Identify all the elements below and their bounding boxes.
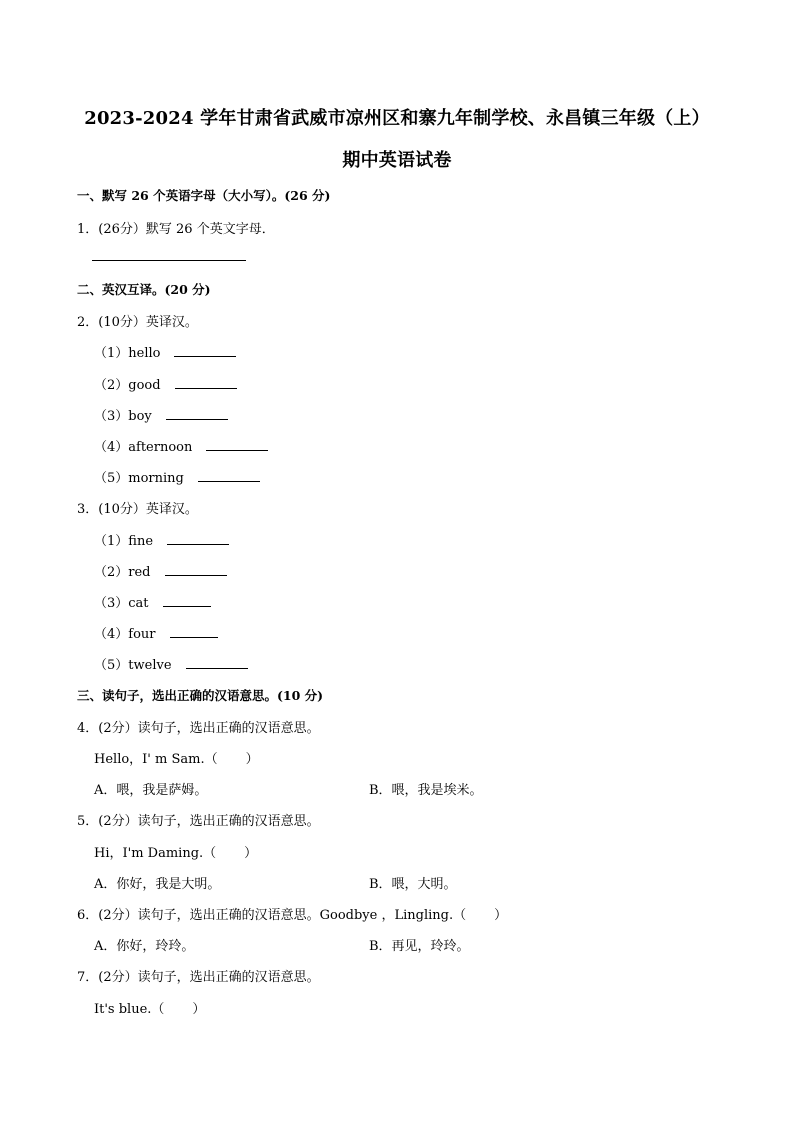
q3-item <box>94 654 248 673</box>
q3-item-word: （5）twelve <box>94 658 172 673</box>
q5-option-a[interactable]: A．你好，我是大明。 <box>94 877 221 892</box>
question-1-answer-blank[interactable] <box>92 248 246 265</box>
question-7-stem: 7．(2分）读句子，选出正确的汉语意思。 <box>77 970 320 985</box>
paren-close: ） <box>244 846 258 861</box>
question-4-sentence <box>94 748 259 767</box>
answer-blank[interactable] <box>165 563 227 576</box>
answer-blank[interactable] <box>198 469 260 482</box>
q6-option-b[interactable]: B．再见，玲玲。 <box>369 939 470 954</box>
answer-blank[interactable] <box>166 407 228 420</box>
question-6-stem <box>77 904 507 923</box>
q3-item-word: （3）cat <box>94 596 149 611</box>
q4-option-b[interactable]: B．喂，我是埃米。 <box>369 783 483 798</box>
q5-option-b[interactable]: B．喂，大明。 <box>369 877 457 892</box>
q3-item-word: （1）fine <box>94 534 154 549</box>
q2-item <box>94 467 260 486</box>
answer-blank[interactable] <box>174 344 236 357</box>
q3-item <box>94 592 211 611</box>
paren-close: ） <box>192 1002 206 1017</box>
question-4-stem: 4．(2分）读句子，选出正确的汉语意思。 <box>77 721 320 736</box>
q3-item-word: （2）red <box>94 565 151 580</box>
answer-blank[interactable] <box>170 625 218 638</box>
q2-item <box>94 342 236 361</box>
q2-item-word: （3）boy <box>94 409 152 424</box>
q2-item <box>94 436 268 455</box>
section-2-heading: 二、英汉互译。(20 分) <box>77 282 211 297</box>
question-5-stem: 5．(2分）读句子，选出正确的汉语意思。 <box>77 814 320 829</box>
paren-close: ） <box>245 752 259 767</box>
q3-item <box>94 530 229 549</box>
question-7-sentence <box>94 998 205 1017</box>
q2-item-word: （4）afternoon <box>94 440 193 455</box>
q3-item <box>94 623 218 642</box>
exam-title-line1: 2023-2024 学年甘肃省武威市凉州区和寨九年制学校、永昌镇三年级（上） <box>84 108 710 129</box>
section-3-heading: 三、读句子，选出正确的汉语意思。(10 分) <box>77 688 324 703</box>
sentence-text: Hello，I' m Sam.（ <box>94 752 218 767</box>
question-2-stem: 2．(10分）英译汉。 <box>77 315 198 330</box>
q2-item <box>94 405 228 424</box>
q2-item <box>94 374 237 393</box>
q2-item-word: （2）good <box>94 378 161 393</box>
exam-title-line2: 期中英语试卷 <box>342 150 452 171</box>
answer-blank[interactable] <box>186 656 248 669</box>
answer-blank[interactable] <box>163 594 211 607</box>
section-1-heading: 一、默写 26 个英语字母（大小写）。(26 分) <box>77 188 331 203</box>
question-5-sentence <box>94 842 257 861</box>
answer-blank[interactable] <box>175 376 237 389</box>
paren-close: ） <box>494 908 508 923</box>
sentence-text: Hi，I'm Daming.（ <box>94 846 217 861</box>
sentence-text: It's blue.（ <box>94 1002 165 1017</box>
q2-item-word: （5）morning <box>94 471 184 486</box>
q3-item-word: （4）four <box>94 627 156 642</box>
q2-item-word: （1）hello <box>94 346 161 361</box>
question-3-stem: 3．(10分）英译汉。 <box>77 502 198 517</box>
q6-option-a[interactable]: A．你好，玲玲。 <box>94 939 195 954</box>
answer-blank[interactable] <box>167 532 229 545</box>
q3-item <box>94 561 227 580</box>
stem-text: 6．(2分）读句子，选出正确的汉语意思。Goodbye ，Lingling.（ <box>77 908 467 923</box>
q4-option-a[interactable]: A．喂，我是萨姆。 <box>94 783 208 798</box>
answer-blank[interactable] <box>206 438 268 451</box>
question-1-stem: 1．(26分）默写 26 个英文字母． <box>77 222 275 237</box>
